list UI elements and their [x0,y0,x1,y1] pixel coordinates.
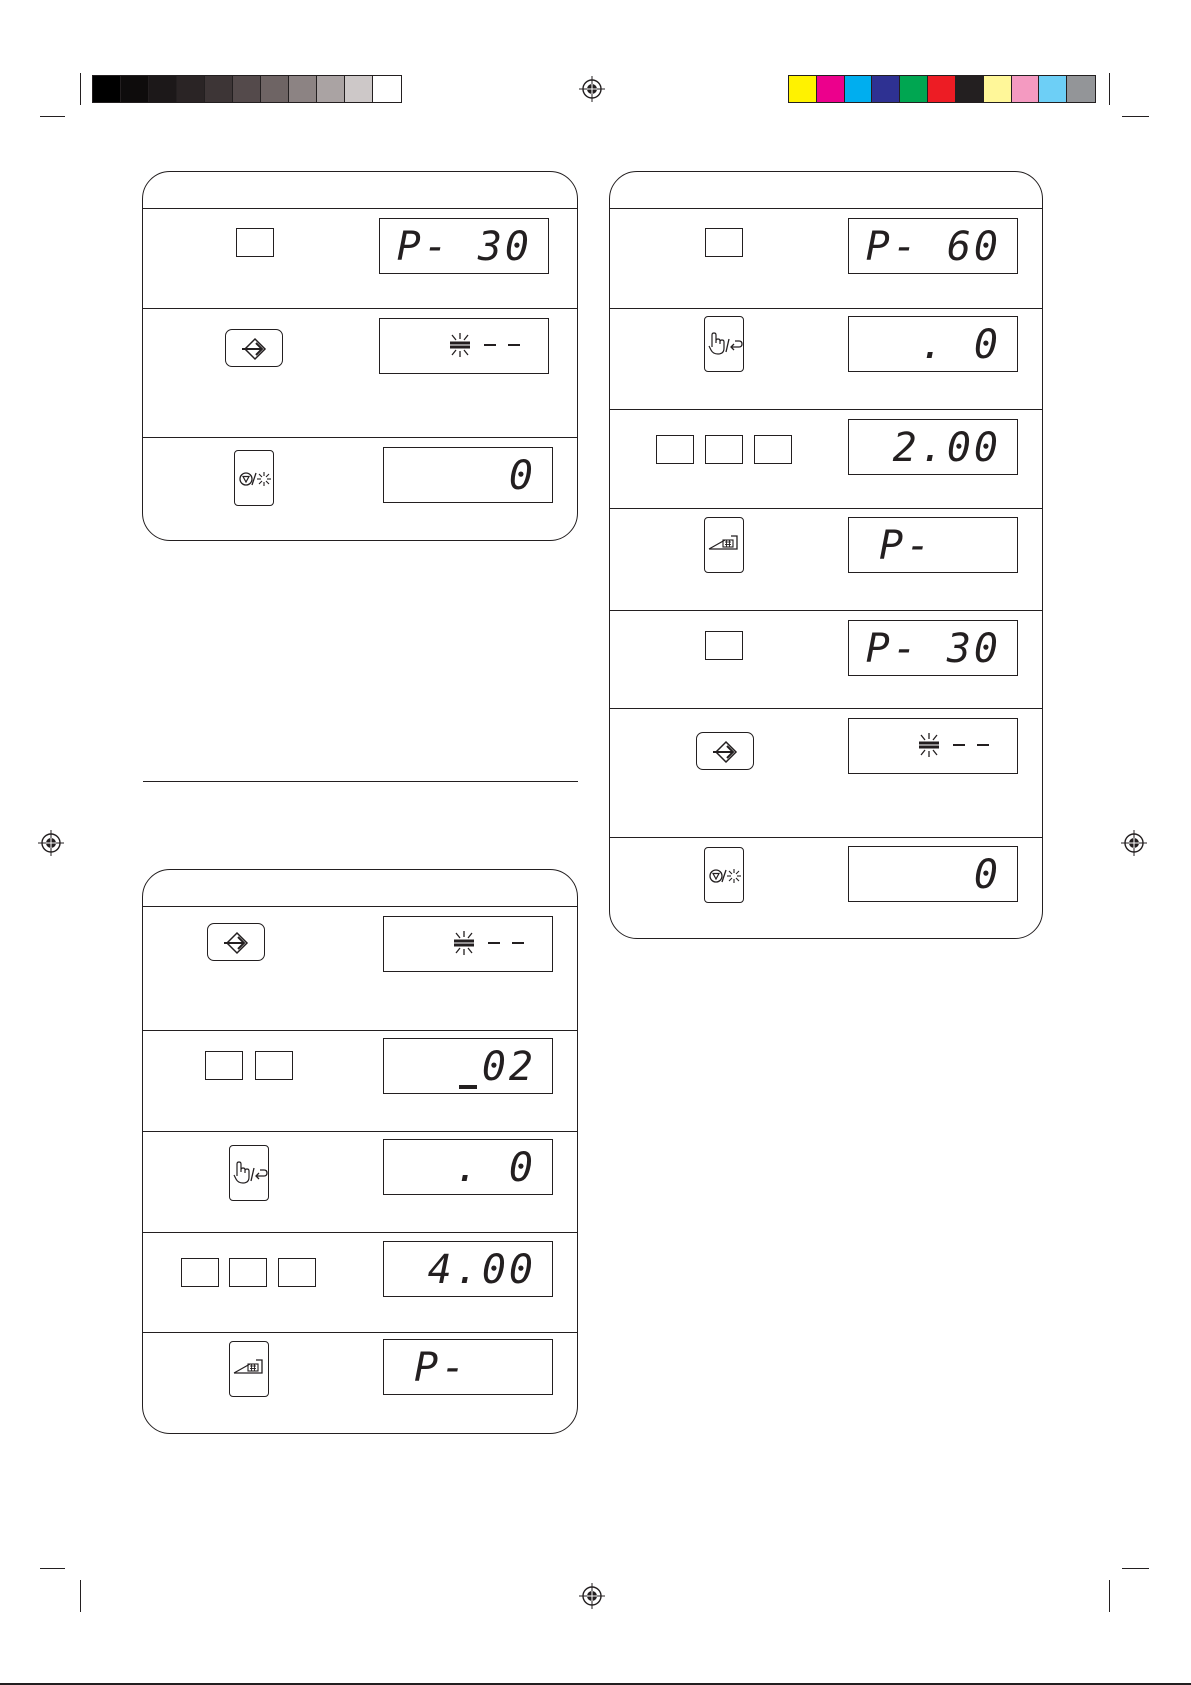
manual-return-button[interactable] [704,316,744,372]
program-button[interactable] [704,517,744,573]
number-key[interactable] [754,435,792,464]
step-row [610,838,1042,938]
lcd-display [848,218,1018,274]
lcd-display [379,218,549,274]
color-swatch [205,76,233,102]
flashing-digit-icon [436,333,530,363]
display-readout: . 0 [454,1145,536,1191]
registration-mark-icon [579,76,605,102]
lcd-display [848,846,1018,902]
number-key[interactable] [229,1258,267,1287]
display-readout: 2.00 [892,425,1001,471]
panel-header [143,172,577,209]
crop-mark-bl-v [80,1580,81,1612]
step-row [143,1031,577,1132]
color-swatch [233,76,261,102]
stop-clear-button[interactable] [234,450,274,506]
gray-scale-bar [92,75,402,103]
flashing-digit-icon [905,733,999,763]
step-row [143,309,577,438]
lcd-display [383,447,553,503]
flashing-digit-icon [440,931,534,961]
step-row [610,709,1042,838]
display-readout: P- 30 [396,224,532,270]
step-row [143,438,577,542]
lcd-display [848,419,1018,475]
color-swatch [1039,76,1067,102]
color-scale-bar [788,75,1096,103]
stop-clear-button[interactable] [704,847,744,903]
color-swatch [872,76,900,102]
registration-mark-icon [1121,830,1147,856]
cursor-bar [459,1085,477,1089]
color-swatch [93,76,121,102]
display-readout: 02 [481,1044,536,1090]
number-key[interactable] [705,228,743,257]
crop-mark-tl-v [80,73,81,105]
hand-return-icon [230,1146,270,1202]
crop-mark-tr-h [1122,116,1149,117]
stop-clear-icon [235,451,275,507]
lcd-display [383,1139,553,1195]
lcd-display [848,517,1018,573]
step-row [143,1132,577,1233]
flashing-dashes [436,333,530,363]
manual-return-button[interactable] [229,1145,269,1201]
color-swatch [984,76,1012,102]
display-readout: P- 60 [865,224,1001,270]
panel-header [610,172,1042,209]
number-key[interactable] [278,1258,316,1287]
number-key[interactable] [705,435,743,464]
number-key[interactable] [656,435,694,464]
color-swatch [1012,76,1040,102]
color-swatch [1067,76,1095,102]
step-row [610,611,1042,709]
stop-clear-icon [705,848,745,904]
color-swatch [789,76,817,102]
program-button[interactable] [229,1341,269,1397]
lcd-display [379,318,549,374]
crop-mark-tl-h [40,116,65,117]
lcd-display [848,316,1018,372]
number-key[interactable] [255,1051,293,1080]
program-icon [230,1342,270,1398]
registration-mark-icon [38,830,64,856]
section-divider [143,781,578,782]
panel-left-top [142,171,578,541]
registration-mark-icon [579,1583,605,1609]
number-key[interactable] [705,631,743,660]
color-swatch [817,76,845,102]
start-button[interactable] [225,329,283,367]
color-swatch [149,76,177,102]
lcd-display [383,1339,553,1395]
crop-mark-tr-v [1109,73,1110,105]
display-readout: P- [414,1345,469,1391]
lcd-display [383,1038,553,1094]
color-swatch [345,76,373,102]
color-swatch [177,76,205,102]
flashing-dashes [905,733,999,763]
step-row [610,309,1042,410]
display-readout: P- 30 [865,626,1001,672]
step-row [610,209,1042,309]
step-row [143,1233,577,1333]
lcd-display [383,916,553,972]
start-arrow-icon [208,924,266,962]
display-readout: 4.00 [427,1247,536,1293]
crop-mark-bl-h [40,1568,65,1569]
program-icon [705,518,745,574]
number-key[interactable] [236,228,274,257]
color-swatch [956,76,984,102]
color-swatch [845,76,873,102]
display-readout: 0 [508,453,536,499]
display-readout: . 0 [919,322,1001,368]
crop-mark-br-v [1109,1580,1110,1612]
crop-mark-br-h [1122,1568,1149,1569]
lcd-display [848,620,1018,676]
color-swatch [928,76,956,102]
color-swatch [261,76,289,102]
start-arrow-icon [697,733,755,771]
display-readout: 0 [973,852,1001,898]
start-button[interactable] [207,923,265,961]
step-row [610,410,1042,509]
display-readout: P- [879,523,934,569]
step-row [143,1333,577,1430]
step-row [143,209,577,309]
panel-header [143,870,577,907]
color-swatch [900,76,928,102]
lcd-display [383,1241,553,1297]
color-swatch [121,76,149,102]
step-row [143,907,577,1031]
panel-right [609,171,1043,939]
hand-return-icon [705,317,745,373]
flashing-dashes [440,931,534,961]
color-swatch [373,76,401,102]
start-arrow-icon [226,330,284,368]
color-swatch [317,76,345,102]
color-swatch [289,76,317,102]
number-key[interactable] [205,1051,243,1080]
lcd-display [848,718,1018,774]
start-button[interactable] [696,732,754,770]
panel-left-bottom [142,869,578,1434]
step-row [610,509,1042,611]
number-key[interactable] [181,1258,219,1287]
